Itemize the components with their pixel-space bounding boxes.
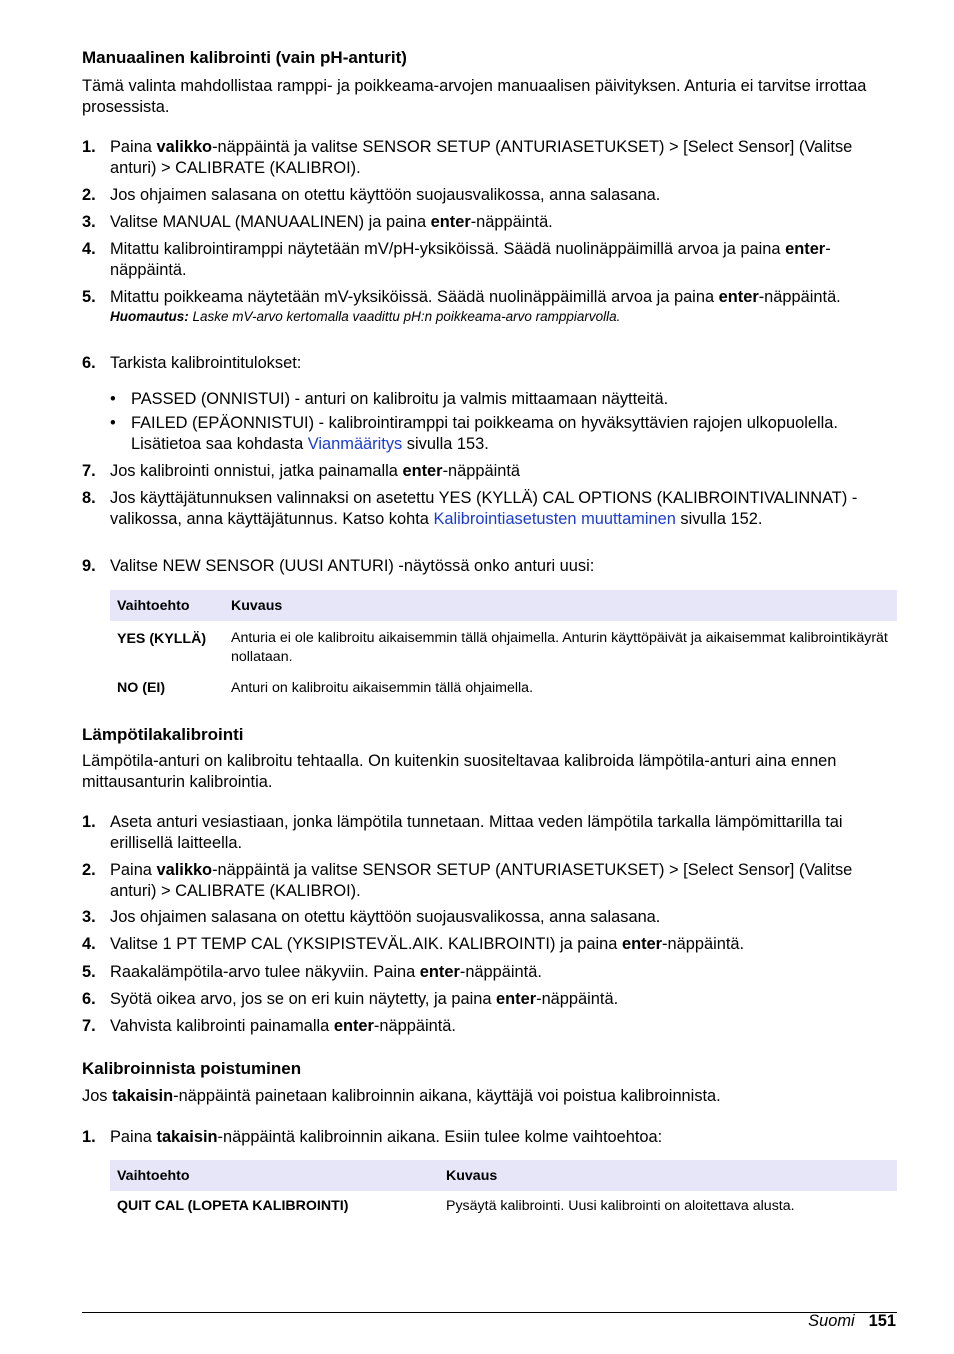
- section-title-manual: Manuaalinen kalibrointi (vain pH-anturit): [82, 48, 407, 67]
- list-item: 9. Valitse NEW SENSOR (UUSI ANTURI) -näytössä onko anturi uusi:: [82, 557, 595, 575]
- section-intro-manual: Tämä valinta mahdollistaa ramppi- ja poikkeama-arvojen manuaalisen päivityksen. Anturia ei tarvitse irrottaa prosessista.: [82, 77, 867, 116]
- list-item: 4. Valitse 1 PT TEMP CAL (YKSIPISTEVÄL.AIK. KALIBROINTI) ja paina enter-näppäintä.: [82, 935, 745, 953]
- bullet-item: • FAILED (EPÄONNISTUI) - kalibrointiramppi tai poikkeama on hyväksyttävien rajojen ulkopuolella. Lisätietoa saa kohdasta Vianmääritys sivulla 153.: [110, 414, 838, 453]
- section-intro-exit: Jos takaisin-näppäintä painetaan kalibroinnin aikana, käyttäjä voi poistua kalibroinnista.: [82, 1087, 721, 1105]
- note: Huomautus: Laske mV-arvo kertomalla vaadittu pH:n poikkeama-arvo ramppiarvolla.: [110, 308, 621, 324]
- options-table-new-sensor: [110, 590, 897, 706]
- footer-language: Suomi: [808, 1312, 855, 1330]
- table-header: Vaihtoehto: [110, 590, 224, 621]
- page-number: 151: [868, 1312, 896, 1330]
- options-table-exit: [110, 1160, 897, 1224]
- section-title-exit: Kalibroinnista poistuminen: [82, 1059, 302, 1078]
- section-title-temp: Lämpötilakalibrointi: [82, 725, 244, 744]
- table-row: QUIT CAL (LOPETA KALIBROINTI) Pysäytä kalibrointi. Uusi kalibrointi on aloitettava alusta.: [117, 1198, 795, 1214]
- link-kalibrointiasetusten[interactable]: Kalibrointiasetusten muuttaminen: [433, 509, 676, 528]
- list-item: 1. Paina takaisin-näppäintä kalibroinnin aikana. Esiin tulee kolme vaihtoehtoa:: [82, 1128, 663, 1146]
- section-intro-temp: Lämpötila-anturi on kalibroitu tehtaalla. On kuitenkin suositeltavaa kalibroida lämpötila-anturi aina ennen mittausanturin kalibrointia.: [82, 752, 837, 791]
- list-item: 1. Paina valikko-näppäintä ja valitse SENSOR SETUP (ANTURIASETUKSET) > [Select Sensor] (Valitse anturi) > CALIBRATE (KALIBROI).: [82, 138, 853, 177]
- list-item: 7. Jos kalibrointi onnistui, jatka painamalla enter-näppäintä: [82, 462, 521, 480]
- link-vianmaaritys[interactable]: Vianmääritys: [307, 434, 403, 453]
- table-header: Kuvaus: [224, 590, 897, 621]
- list-item: 3. Jos ohjaimen salasana on otettu käyttöön suojausvalikossa, anna salasana.: [82, 908, 661, 926]
- list-item: 4. Mitattu kalibrointiramppi näytetään mV/pH-yksiköissä. Säädä nuolinäppäimillä arvoa ja paina enter-näppäintä.: [82, 240, 831, 279]
- table-row: NO (EI) Anturi on kalibroitu aikaisemmin tällä ohjaimella.: [117, 680, 534, 696]
- list-item: 6. Tarkista kalibrointitulokset:: [82, 354, 302, 372]
- list-item: 5. Mitattu poikkeama näytetään mV-yksiköissä. Säädä nuolinäppäimillä arvoa ja paina enter-näppäintä. Huomautus: Laske mV-arvo kertomalla vaadittu pH:n poikkeama-arvo ramppiarvolla.: [82, 287, 897, 326]
- list-item: 2. Paina valikko-näppäintä ja valitse SENSOR SETUP (ANTURIASETUKSET) > [Select Sensor] (Valitse anturi) > CALIBRATE (KALIBROI).: [82, 861, 853, 900]
- list-item: 3. Valitse MANUAL (MANUAALINEN) ja paina enter-näppäintä.: [82, 213, 553, 231]
- table-header: Kuvaus: [439, 1160, 897, 1191]
- footer-divider: [82, 1312, 897, 1313]
- list-item: 2. Jos ohjaimen salasana on otettu käyttöön suojausvalikossa, anna salasana.: [82, 186, 661, 204]
- list-item: 8. Jos käyttäjätunnuksen valinnaksi on asetettu YES (KYLLÄ) CAL OPTIONS (KALIBROINTIVALINNAT) -valikossa, anna käyttäjätunnus. Katso kohta Kalibrointiasetusten muuttaminen sivulla 152.: [82, 489, 858, 528]
- page-footer: [808, 1311, 896, 1331]
- list-item: 7. Vahvista kalibrointi painamalla enter-näppäintä.: [82, 1017, 456, 1035]
- bullet-item: • PASSED (ONNISTUI) - anturi on kalibroitu ja valmis mittaamaan näytteitä.: [110, 390, 669, 408]
- table-row: YES (KYLLÄ) Anturia ei ole kalibroitu aikaisemmin tällä ohjaimella. Anturin käyttöpäivät ja aikaisemmat kalibrointikäyrät nollataan.: [117, 630, 888, 665]
- list-item: 5. Raakalämpötila-arvo tulee näkyviin. Paina enter-näppäintä.: [82, 963, 542, 981]
- list-item: 6. Syötä oikea arvo, jos se on eri kuin näytetty, ja paina enter-näppäintä.: [82, 990, 619, 1008]
- table-header: Vaihtoehto: [110, 1160, 439, 1191]
- list-item: 1. Aseta anturi vesiastiaan, jonka lämpötila tunnetaan. Mittaa veden lämpötila tarkalla lämpömittarilla tai erillisellä laitteella.: [82, 813, 843, 852]
